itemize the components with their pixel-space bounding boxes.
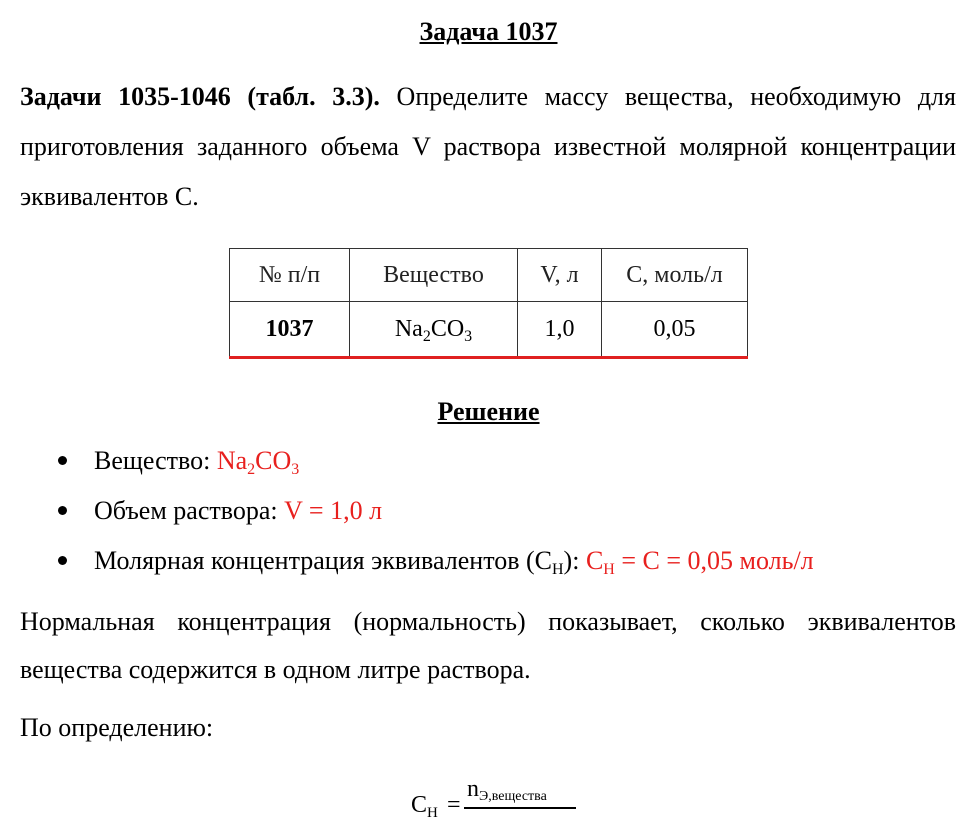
cell-concentration: 0,05 — [602, 302, 748, 358]
header-concentration: С, моль/л — [602, 249, 748, 302]
task-range-label: Задачи 1035-1046 (табл. 3.3). — [20, 82, 380, 111]
task-statement — [20, 72, 956, 222]
substance-formula: $Na_2CO_3$ — [216, 446, 300, 478]
bullet-icon — [58, 456, 67, 465]
list-item-concentration: Молярная концентрация эквивалентов $(С_Н)$: $С_Н = С = 0,05$ моль/л — [0, 538, 814, 588]
volume-value: V = 1,0 л — [284, 496, 383, 525]
data-table — [229, 248, 748, 359]
bullet-icon — [58, 556, 67, 565]
formula-numerator: $n_{Э,вещества}$ — [467, 776, 547, 804]
header-volume: V, л — [518, 249, 602, 302]
formula-equals: = — [447, 792, 461, 818]
definition-label: По определению: — [20, 713, 214, 742]
formula-lhs: $С_Н$ — [411, 792, 438, 821]
list-item-volume: Объем раствора: V = 1,0 л — [0, 488, 814, 538]
concentration-value: $С_Н = С = 0,05$ моль/л — [585, 546, 814, 578]
cell-volume: 1,0 — [518, 302, 602, 358]
bullet-icon — [58, 506, 67, 515]
cell-substance: $Na_2CO_3$ — [350, 302, 518, 358]
cell-number: 1037 — [230, 302, 350, 358]
task-text: Определите массу вещества, необходимую для приготовления заданного объема V раствора известной молярной концентрации эквивалентов С. — [20, 82, 956, 211]
fraction-bar — [464, 807, 576, 809]
list-item-substance: Вещество: $Na_2CO_3$ — [0, 438, 814, 488]
given-list — [0, 438, 814, 588]
normality-formula — [411, 776, 571, 821]
table-header-row — [230, 249, 748, 302]
normality-paragraph: Нормальная концентрация (нормальность) показывает, сколько эквивалентов вещества содержится в одном литре раствора. — [20, 607, 956, 684]
solution-title: Решение — [437, 397, 540, 426]
table-row — [230, 302, 748, 358]
task-title: Задача 1037 — [419, 17, 558, 46]
header-number: № п/п — [230, 249, 350, 302]
header-substance: Вещество — [350, 249, 518, 302]
